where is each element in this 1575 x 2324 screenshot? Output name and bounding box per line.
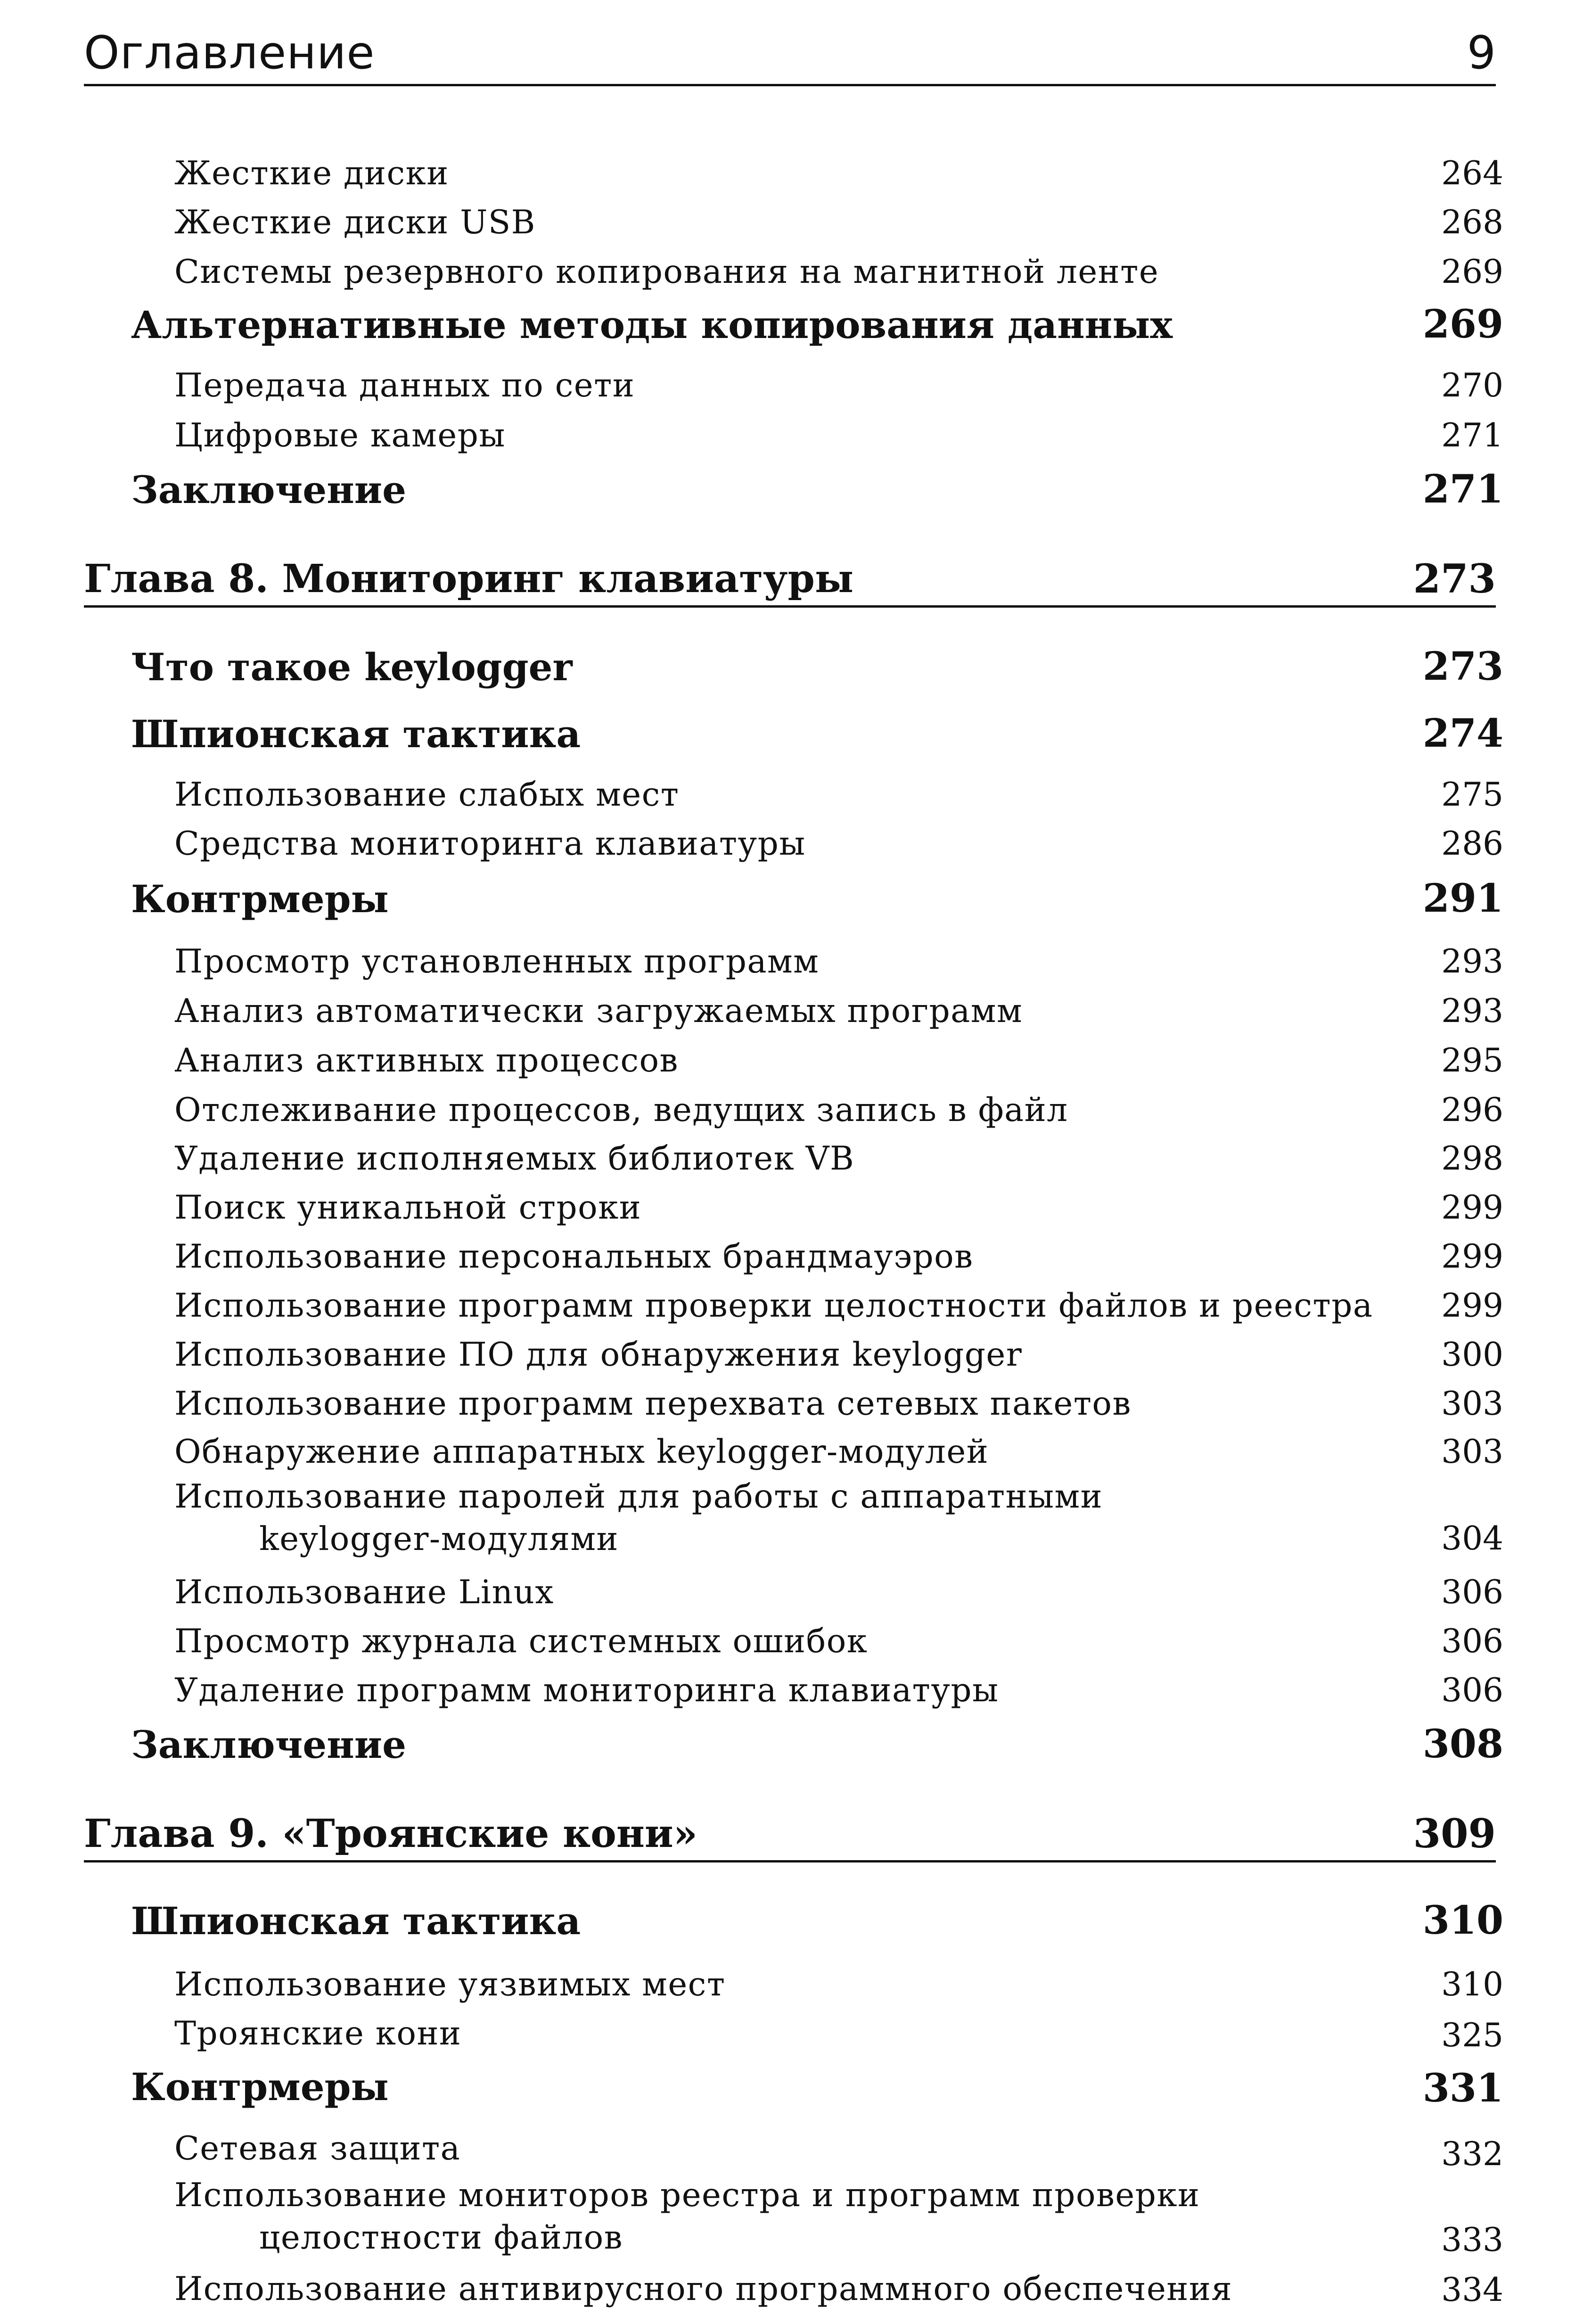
toc-section [0,464,1575,511]
toc-entry-page: 293 [1441,992,1503,1030]
toc-entry-label: Что такое keylogger [131,645,573,689]
toc-subsection [0,150,1575,192]
toc-entry-page: 303 [1441,1385,1503,1423]
toc-entry-label: Просмотр установленных программ [174,943,820,981]
toc-subsection [0,1331,1575,1374]
toc-entry-label-line2: целостности файлов [259,2219,623,2257]
toc-subsection [0,771,1575,814]
toc-entry-page: 269 [1441,253,1503,291]
toc-entry-page: 310 [1422,1898,1503,1943]
toc-subsection [0,1087,1575,1129]
toc-chapter [84,1805,1496,1862]
toc-entry-label: Жесткие диски [174,155,449,192]
toc-entry-label: Альтернативные методы копирования данных [131,303,1173,347]
page-title: Оглавление [84,26,375,79]
toc-entry-label: Использование программ проверки целостности файлов и реестра [174,1287,1373,1325]
toc-subsection [0,1282,1575,1325]
toc-subsection [0,1569,1575,1611]
toc-section [0,299,1575,346]
toc-entry-label: Использование антивирусного программного обеспечения [174,2270,1233,2308]
toc-entry-label: Удаление исполняемых библиотек VB [174,1140,855,1178]
toc-subsection [0,412,1575,454]
page-number: 9 [1467,26,1496,79]
toc-entry-page: 306 [1441,1672,1503,1709]
toc-subsection [0,1380,1575,1423]
toc-entry-page: 306 [1441,1574,1503,1611]
toc-chapter [84,550,1496,608]
toc-section [0,2061,1575,2111]
toc-subsection [0,988,1575,1030]
toc-entry-label: Использование ПО для обнаружения keylogger [174,1336,1023,1374]
toc-entry-page: 273 [1413,555,1496,602]
toc-entry-page: 293 [1441,943,1503,981]
toc-entry-label: Средства мониторинга клавиатуры [174,825,806,863]
toc-entry-page: 303 [1441,1433,1503,1471]
toc-entry-label: Шпионская тактика [131,1899,581,1943]
toc-subsection [0,1135,1575,1178]
toc-subsection [0,1184,1575,1227]
page-header [84,24,1496,86]
toc-entry-label: Анализ активных процессов [174,1042,679,1080]
toc-entry-label: Глава 9. «Троянские кони» [84,1811,697,1856]
toc-entry-label: Отслеживание процессов, ведущих запись в файл [174,1091,1068,1129]
toc-entry-page: 268 [1441,204,1503,241]
toc-entry-label: Использование слабых мест [174,776,680,814]
toc-entry-page: 333 [1441,2221,1503,2259]
toc-entry-label-line1: Использование паролей для работы с аппаратными [174,1478,1103,1516]
toc-entry-page: 291 [1422,876,1503,921]
toc-subsection [0,2010,1575,2052]
toc-entry-label-line1: Использование мониторов реестра и программ проверки [174,2176,1200,2214]
toc-entry-label: Контрмеры [131,2065,389,2109]
toc-entry-label: Троянские кони [174,2015,462,2052]
toc-entry-label: Использование уязвимых мест [174,1966,726,2003]
toc-entry-label: Использование программ перехвата сетевых пакетов [174,1385,1132,1423]
toc-entry-label: Заключение [131,1722,406,1767]
toc-subsection [0,1961,1575,2003]
toc-entry-page: 299 [1441,1238,1503,1276]
toc-subsection [0,248,1575,291]
toc-subsection [0,2268,1575,2311]
toc-entry-page: 306 [1441,1623,1503,1660]
toc-entry-page: 271 [1441,417,1503,454]
toc-entry-label: Цифровые камеры [174,417,506,454]
toc-entry-page: 332 [1441,2135,1503,2173]
toc-entry-page: 273 [1422,644,1503,689]
toc-entry-label: Использование персональных брандмауэров [174,1238,974,1276]
toc-section [0,708,1575,755]
toc-entry-label [174,2174,1200,2259]
toc-entry-page: 331 [1422,2066,1503,2111]
toc-entry-page: 325 [1441,2017,1503,2054]
toc-entry-page: 275 [1441,776,1503,814]
toc-entry-page: 296 [1441,1091,1503,1129]
toc-subsection [0,938,1575,981]
toc-section [0,1719,1575,1766]
toc-subsection [0,2174,1575,2264]
toc-entry-page: 286 [1441,825,1503,863]
toc-subsection [0,1618,1575,1660]
toc-entry-label: Использование Linux [174,1574,554,1611]
toc-entry-label: Заключение [131,468,406,512]
toc-section [0,873,1575,920]
toc-entry-page: 295 [1441,1042,1503,1080]
toc-entry-page: 308 [1422,1722,1503,1767]
toc-entry-label: Поиск уникальной строки [174,1189,642,1227]
toc-entry-page: 299 [1441,1287,1503,1325]
toc-subsection [0,1233,1575,1276]
toc-entry-label: Глава 8. Мониторинг клавиатуры [84,556,854,602]
toc-entry-page: 334 [1441,2271,1503,2309]
toc-entry-label: Жесткие диски USB [174,204,536,241]
toc-entry-label: Обнаружение аппаратных keylogger-модулей [174,1433,989,1471]
toc-subsection [0,1667,1575,1709]
toc-entry-page: 304 [1441,1520,1503,1558]
toc-entry-page: 310 [1441,1966,1503,2003]
toc-entry-label-line2: keylogger-модулями [259,1520,619,1558]
toc-subsection [0,362,1575,404]
toc-subsection [0,2125,1575,2173]
toc-entry-label: Удаление программ мониторинга клавиатуры [174,1672,999,1709]
toc-entry-label: Системы резервного копирования на магнитной ленте [174,253,1159,291]
toc-entry-label: Передача данных по сети [174,367,635,404]
toc-section [0,641,1575,688]
toc-entry-page: 271 [1422,467,1503,512]
toc-subsection [0,1428,1575,1471]
toc-subsection [0,1037,1575,1080]
toc-section [0,1895,1575,1942]
toc-entry-label [174,1475,1103,1560]
toc-entry-page: 270 [1441,367,1503,404]
toc-entry-label: Контрмеры [131,877,389,921]
toc-subsection [0,199,1575,241]
toc-entry-page: 274 [1422,711,1503,756]
toc-subsection [0,1475,1575,1565]
toc-entry-label: Шпионская тактика [131,712,581,756]
toc-entry-page: 299 [1441,1189,1503,1227]
toc-subsection [0,820,1575,863]
toc-entry-page: 264 [1441,155,1503,192]
toc-entry-page: 269 [1422,302,1503,347]
toc-entry-page: 300 [1441,1336,1503,1374]
toc-entry-label: Просмотр журнала системных ошибок [174,1623,868,1660]
toc-entry-label: Анализ автоматически загружаемых программ [174,992,1023,1030]
toc-entry-label: Сетевая защита [174,2130,461,2167]
toc-entry-page: 298 [1441,1140,1503,1178]
toc-entry-page: 309 [1413,1810,1496,1857]
